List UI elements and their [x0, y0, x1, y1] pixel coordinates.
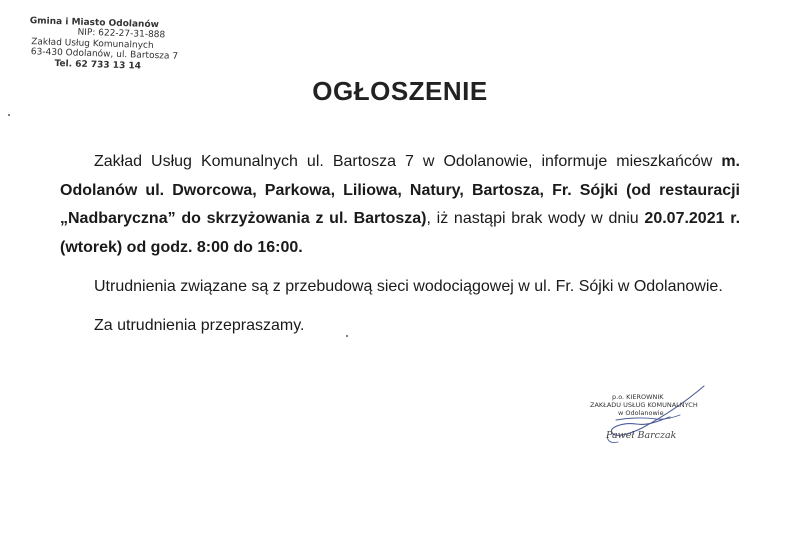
signature-organization: ZAKŁADU USŁUG KOMUNALNYCH	[590, 401, 698, 409]
page-title: OGŁOSZENIE	[312, 76, 488, 106]
paragraph-water-outage	[60, 148, 740, 263]
stamp-line-phone: Tel. 62 733 13 14	[54, 58, 142, 72]
stamp-line-company: Zakład Usług Komunalnych	[31, 36, 154, 51]
stamp-line-address: 63-430 Odolanów, ul. Bartosza 7	[30, 47, 179, 63]
paragraph-reason: Utrudnienia związane są z przebudową sieci wodociągowej w ul. Fr. Sójki w Odolanowie.	[94, 277, 723, 295]
institution-stamp	[24, 16, 179, 72]
stamp-line-nip: NIP: 622-27-31-888	[77, 28, 166, 41]
affected-streets: m. Odolanów ul. Dworcowa, Parkowa, Liliowa, Natury, Bartosza, Fr. Sójki (od restauracji „Nadbaryczna” do skrzyżowania z ul. Bartosza)	[60, 153, 740, 228]
signature-name: Paweł Barczak	[606, 430, 677, 441]
scan-speck	[8, 114, 10, 116]
paragraph-1-text-b: , iż nastąpi brak wody w dniu	[426, 210, 645, 228]
outage-date-time: 20.07.2021 r. (wtorek) od godz. 8:00 do 16:00.	[60, 210, 741, 257]
signature-block	[572, 384, 732, 454]
paragraph-1-text-a: Zakład Usług Komunalnych ul. Bartosza 7 w Odolanowie, informuje mieszkańców	[94, 153, 722, 170]
announcement-body	[60, 148, 740, 340]
signature-location: w Odolanowie	[618, 409, 664, 417]
signature-title: p.o. KIEROWNIK	[612, 393, 664, 401]
scan-speck	[346, 335, 348, 337]
paragraph-apology: Za utrudnienia przepraszamy.	[94, 316, 305, 334]
stamp-line-municipality: Gmina i Miasto Odolanów	[29, 16, 160, 31]
